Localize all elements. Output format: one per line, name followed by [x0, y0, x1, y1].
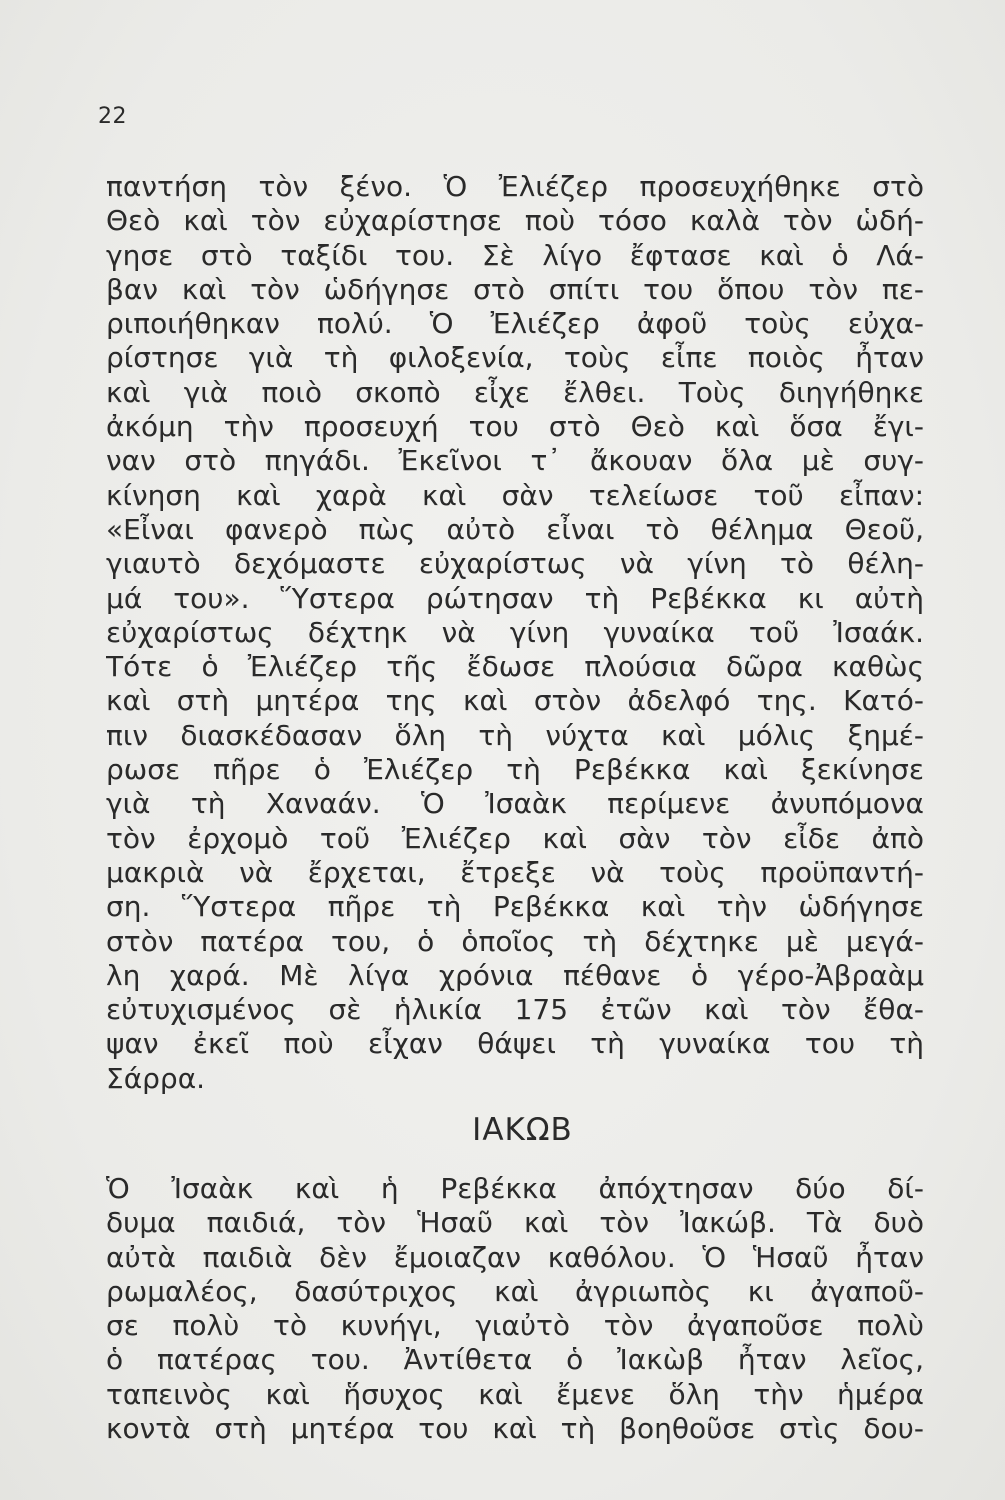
text-line: μακριὰ νὰ ἔρχεται, ἔτρεξε νὰ τοὺς προϋπαντή-: [106, 855, 924, 889]
text-line: λη χαρά. Μὲ λίγα χρόνια πέθανε ὁ γέρο-Ἀβραὰμ: [106, 958, 924, 992]
text-line: καὶ στὴ μητέρα της καὶ στὸν ἀδελφό της. Κατό-: [106, 684, 924, 718]
text-line: ψαν ἐκεῖ ποὺ εἶχαν θάψει τὴ γυναίκα του τὴ: [106, 1027, 924, 1061]
text-line: γιὰ τὴ Χαναάν. Ὁ Ἰσαὰκ περίμενε ἀνυπόμονα: [106, 787, 924, 821]
text-line: στὸν πατέρα του, ὁ ὁποῖος τὴ δέχτηκε μὲ μεγά-: [106, 924, 924, 958]
paragraph-2: [106, 1172, 924, 1446]
text-line: ταπεινὸς καὶ ἥσυχος καὶ ἔμενε ὅλη τὴν ἡμέρα: [106, 1377, 924, 1411]
text-line: ριποιήθηκαν πολύ. Ὁ Ἐλιέζερ ἀφοῦ τοὺς εὐχα-: [106, 307, 924, 341]
text-line: τὸν ἐρχομὸ τοῦ Ἐλιέζερ καὶ σὰν τὸν εἶδε ἀπὸ: [106, 821, 924, 855]
text-line: μά του». Ὕστερα ρώτησαν τὴ Ρεβέκκα κι αὐτὴ: [106, 581, 924, 615]
text-line: δυμα παιδιά, τὸν Ἡσαῦ καὶ τὸν Ἰακώβ. Τὰ δυὸ: [106, 1206, 924, 1240]
text-line: ρωσε πῆρε ὁ Ἐλιέζερ τὴ Ρεβέκκα καὶ ξεκίνησε: [106, 753, 924, 787]
text-line: αὐτὰ παιδιὰ δὲν ἔμοιαζαν καθόλου. Ὁ Ἡσαῦ ἦταν: [106, 1240, 924, 1274]
text-line: ρίστησε γιὰ τὴ φιλοξενία, τοὺς εἶπε ποιὸς ἦταν: [106, 341, 924, 375]
text-line: καὶ γιὰ ποιὸ σκοπὸ εἶχε ἔλθει. Τοὺς διηγήθηκε: [106, 375, 924, 409]
text-line: Σάρρα.: [106, 1061, 206, 1095]
text-line: σε πολὺ τὸ κυνήγι, γιαὐτὸ τὸν ἀγαποῦσε πολὺ: [106, 1309, 924, 1343]
text-line: Τότε ὁ Ἐλιέζερ τῆς ἔδωσε πλούσια δῶρα καθὼς: [106, 650, 924, 684]
text-line: «Εἶναι φανερὸ πὼς αὐτὸ εἶναι τὸ θέλημα Θεοῦ,: [106, 512, 924, 546]
chapter-title: ΙΑΚΩΒ: [472, 1112, 573, 1148]
text-line: Θεὸ καὶ τὸν εὐχαρίστησε ποὺ τόσο καλὰ τὸν ὡδή-: [106, 204, 924, 238]
text-line: βαν καὶ τὸν ὡδήγησε στὸ σπίτι του ὅπου τὸν πε-: [106, 272, 924, 306]
text-line: ρωμαλέος, δασύτριχος καὶ ἀγριωπὸς κι ἀγαποῦ-: [106, 1274, 924, 1308]
text-line: κίνηση καὶ χαρὰ καὶ σὰν τελείωσε τοῦ εἶπαν:: [106, 478, 924, 512]
text-line: πιν διασκέδασαν ὅλη τὴ νύχτα καὶ μόλις ξημέ-: [106, 718, 924, 752]
text-line: εὐτυχισμένος σὲ ἡλικία 175 ἐτῶν καὶ τὸν ἔθα-: [106, 993, 924, 1027]
text-line: ναν στὸ πηγάδι. Ἐκεῖνοι τ᾽ ἄκουαν ὅλα μὲ συγ-: [106, 444, 924, 478]
text-line: γησε στὸ ταξίδι του. Σὲ λίγο ἔφτασε καὶ ὁ Λά-: [106, 238, 924, 272]
text-line: Ὁ Ἰσαὰκ καὶ ἡ Ρεβέκκα ἀπόχτησαν δύο δί-: [106, 1172, 924, 1205]
text-line: ὁ πατέρας του. Ἀντίθετα ὁ Ἰακὼβ ἦταν λεῖος,: [106, 1343, 924, 1377]
text-line: γιαυτὸ δεχόμαστε εὐχαρίστως νὰ γίνη τὸ θέλη-: [106, 547, 924, 581]
text-line: εὐχαρίστως δέχτηκ νὰ γίνη γυναίκα τοῦ Ἰσαάκ.: [106, 615, 924, 649]
text-line: κοντὰ στὴ μητέρα του καὶ τὴ βοηθοῦσε στὶς δου-: [106, 1412, 924, 1446]
text-line: ση. Ὕστερα πῆρε τὴ Ρεβέκκα καὶ τὴν ὡδήγησε: [106, 890, 924, 924]
text-line: ἀκόμη τὴν προσευχή του στὸ Θεὸ καὶ ὅσα ἔγι-: [106, 410, 924, 444]
paragraph-1: [106, 170, 924, 1096]
text-line: παντήση τὸν ξένο. Ὁ Ἐλιέζερ προσευχήθηκε στὸ: [106, 170, 924, 203]
page-number: 22: [98, 104, 127, 129]
